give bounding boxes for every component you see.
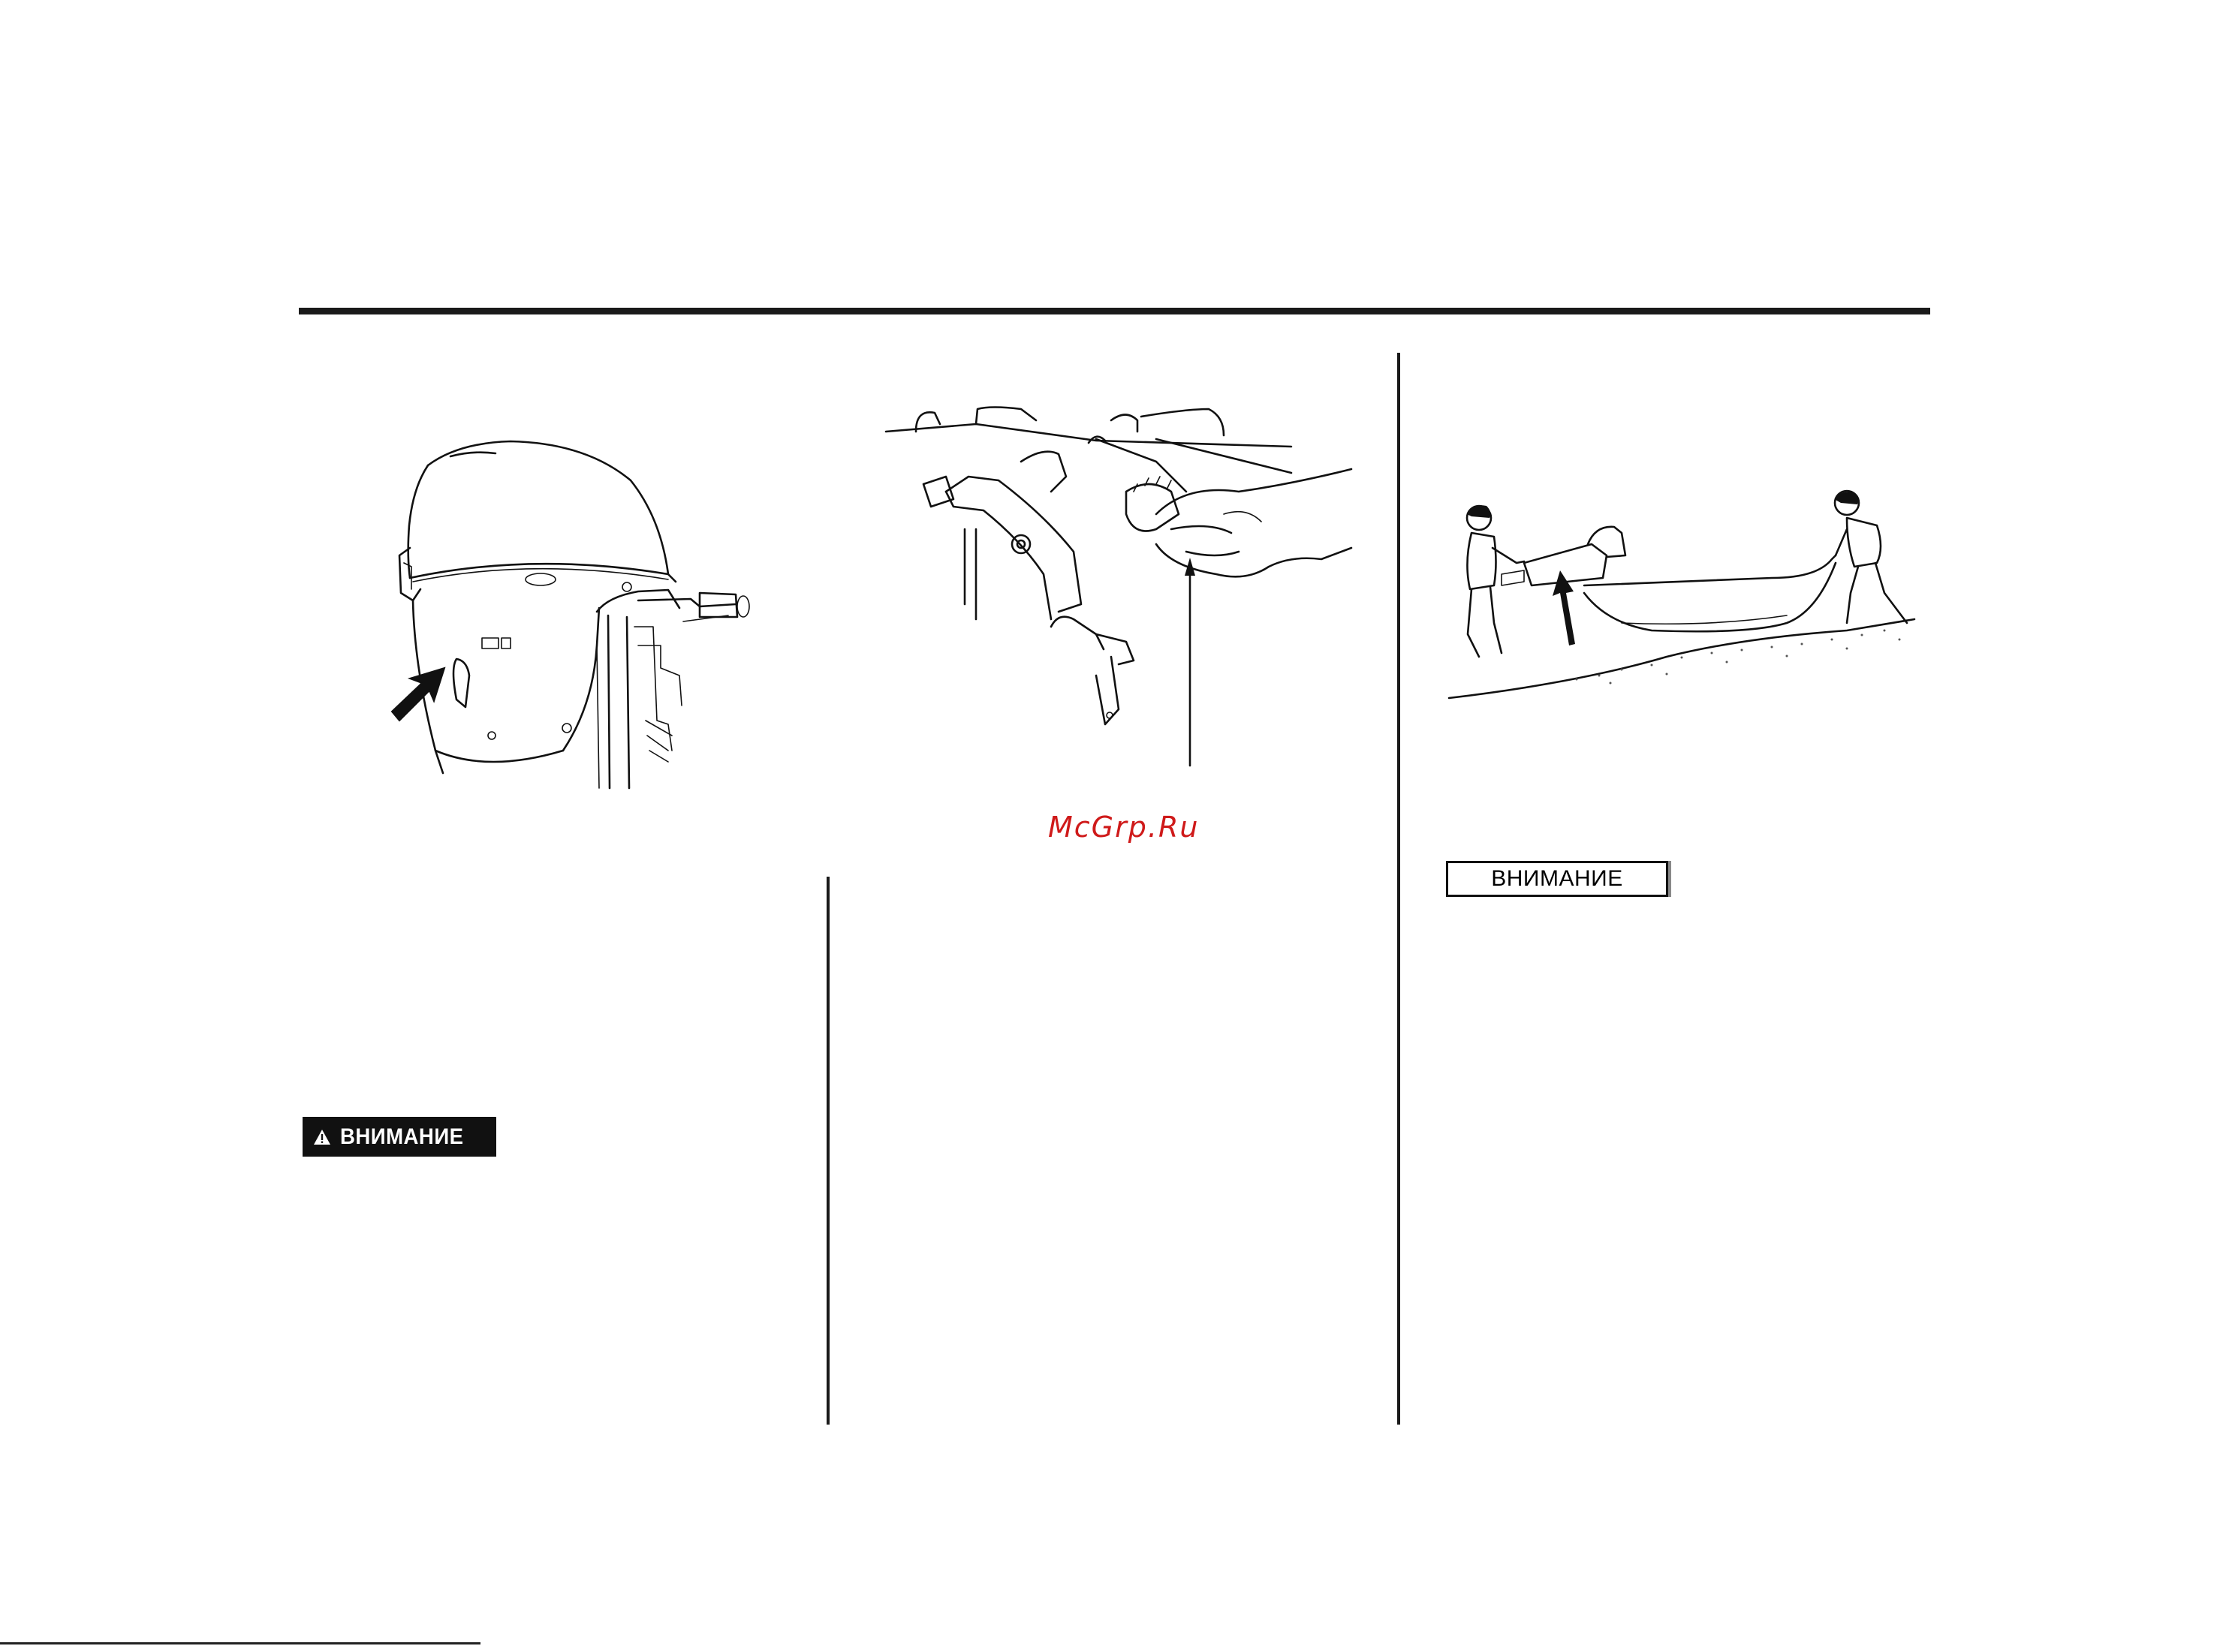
notice-badge — [1446, 861, 1668, 897]
figure-carrying-boat — [1426, 473, 1914, 706]
warning-triangle-icon — [313, 1129, 331, 1145]
warning-badge-label: ВНИМАНИЕ — [340, 1124, 464, 1149]
column-divider-left — [827, 877, 830, 1425]
column-divider-right — [1397, 353, 1400, 1425]
watermark: McGrp.Ru — [1048, 811, 1200, 844]
figure-outboard-motor — [338, 420, 773, 796]
arrow-icon — [392, 668, 444, 721]
figure-clamp-bracket — [871, 379, 1359, 754]
warning-badge — [303, 1117, 496, 1157]
top-rule — [299, 308, 1930, 314]
notice-badge-label: ВНИМАНИЕ — [1491, 866, 1623, 891]
bottom-rule — [0, 1642, 480, 1644]
